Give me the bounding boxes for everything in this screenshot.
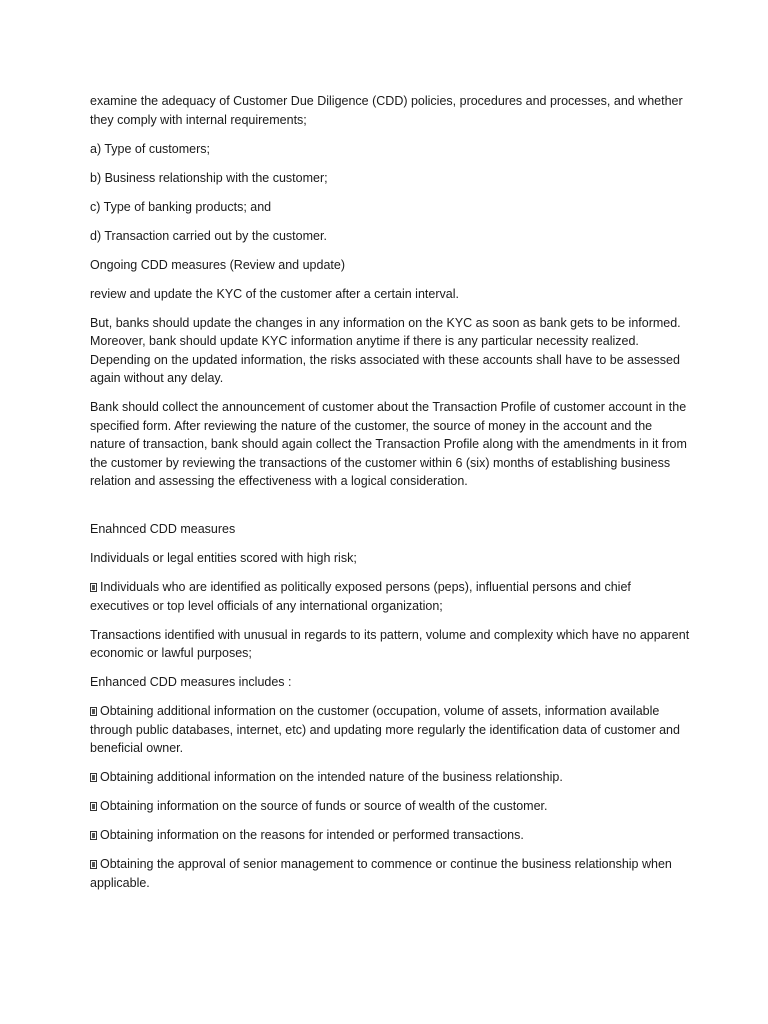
missing-glyph-bullet-icon (90, 773, 97, 782)
missing-glyph-bullet-icon (90, 831, 97, 840)
measure-text: Obtaining information on the reasons for intended or performed transactions. (100, 828, 524, 842)
list-item-banking-products: c) Type of banking products; and (90, 199, 272, 214)
document-page (90, 92, 690, 903)
kyc-update-paragraph: But, banks should update the changes in any information on the KYC as soon as bank gets to be informed. Moreover, bank should update KYC information anytime if there is any particular necessity realized. Depending on the updated information, the risks associated with these accounts shall have to be assessed again without any delay. (90, 315, 681, 385)
peps-bullet-item (90, 578, 690, 615)
missing-glyph-bullet-icon (90, 802, 97, 811)
kyc-review-paragraph: review and update the KYC of the customer after a certain interval. (90, 286, 459, 301)
includes-heading: Enhanced CDD measures includes : (90, 675, 292, 689)
list-item-type-of-customers: a) Type of customers; (90, 141, 210, 156)
missing-glyph-bullet-icon (90, 707, 97, 716)
ongoing-cdd-heading: Ongoing CDD measures (Review and update) (90, 257, 345, 272)
measure-text: Obtaining additional information on the customer (occupation, volume of assets, information available through public databases, internet, etc) and updating more regularly the identification data of customer and beneficial owner. (90, 704, 680, 755)
cdd-intro-paragraph: examine the adequacy of Customer Due Diligence (CDD) policies, procedures and processes, and whether they comply with internal requirements; (90, 94, 683, 127)
measure-text: Obtaining the approval of senior management to commence or continue the business relationship when applicable. (90, 857, 672, 890)
measure-item (90, 826, 690, 845)
measure-text: Obtaining information on the source of funds or source of wealth of the customer. (100, 799, 548, 813)
measure-text: Obtaining additional information on the intended nature of the business relationship. (100, 770, 563, 784)
unusual-transactions-paragraph: Transactions identified with unusual in regards to its pattern, volume and complexity which have no apparent economic or lawful purposes; (90, 627, 690, 660)
section-spacer (90, 501, 690, 520)
measure-item (90, 855, 690, 892)
list-item-business-relationship: b) Business relationship with the customer; (90, 170, 328, 185)
high-risk-line: Individuals or legal entities scored with high risk; (90, 551, 357, 565)
measure-item (90, 797, 690, 816)
enhanced-cdd-heading: Enahnced CDD measures (90, 522, 236, 536)
list-item-transaction: d) Transaction carried out by the customer. (90, 228, 327, 243)
measure-item (90, 702, 690, 758)
peps-bullet-text: Individuals who are identified as politically exposed persons (peps), influential persons and chief executives or top level officials of any international organization; (90, 580, 631, 613)
transaction-profile-paragraph: Bank should collect the announcement of customer about the Transaction Profile of customer account in the specified form. After reviewing the nature of the customer, the source of money in the account and the nature of transaction, bank should again collect the Transaction Profile along with the amendments in it from the customer by reviewing the transactions of the customer within 6 (six) months of establishing business relation and assessing the effectiveness with a logical consideration. (90, 400, 687, 488)
measure-item (90, 768, 690, 787)
missing-glyph-bullet-icon (90, 860, 97, 869)
missing-glyph-bullet-icon (90, 583, 97, 592)
